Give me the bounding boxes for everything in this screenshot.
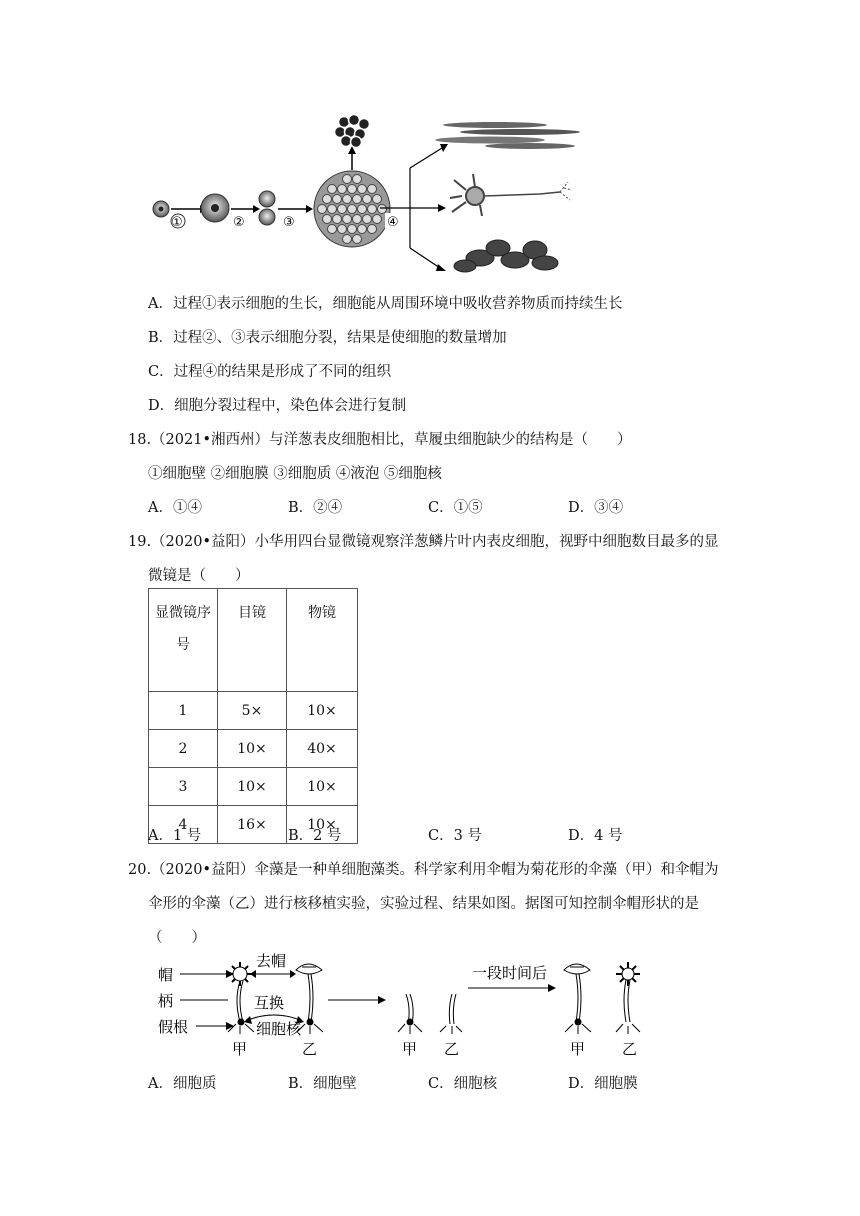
q19-option-a[interactable]: A．1 号 [148, 828, 202, 844]
q17-option-c[interactable]: C．过程④的结果是形成了不同的组织 [148, 364, 392, 380]
q19-stem-line2: 微镜是（ ） [148, 568, 250, 584]
step-4-label: ④ [387, 215, 399, 230]
q19-option-c[interactable]: C．3 号 [428, 828, 482, 844]
q20-stem-line1: 20.（2020•益阳）伞藻是一种单细胞藻类。科学家利用伞帽为菊花形的伞藻（甲）和伞帽为 [128, 862, 719, 878]
table-row [149, 692, 358, 730]
acetabularia-figure [156, 950, 676, 1058]
table-header-cell: 物镜 [287, 589, 358, 692]
jia-stalk-icon [398, 994, 422, 1034]
q17-option-a[interactable]: A．过程①表示细胞的生长，细胞能从周围环境中吸收营养物质而持续生长 [148, 296, 623, 312]
table-cell: 10× [218, 730, 287, 768]
label-jia: 甲 [232, 1040, 248, 1058]
label-jia-2: 甲 [402, 1040, 418, 1058]
table-cell: 10× [218, 768, 287, 806]
step-1-label: ① [171, 215, 183, 230]
label-rhizoid: 假根 [158, 1018, 189, 1036]
q20-stem-line3: （ ） [148, 930, 206, 946]
result-jia-icon [564, 964, 591, 1034]
table-cell: 16× [218, 806, 287, 844]
table-cell: 1 [149, 692, 218, 730]
cell-cluster-top [335, 115, 370, 148]
q20-option-d[interactable]: D．细胞膜 [568, 1076, 638, 1092]
q20-option-b[interactable]: B．细胞壁 [288, 1076, 357, 1092]
label-yi-2: 乙 [444, 1040, 460, 1058]
muscle-tissue-icon [435, 122, 580, 149]
q18-stem: 18.（2021•湘西州）与洋葱表皮细胞相比，草履虫细胞缺少的结构是（ ） [128, 432, 632, 448]
q17-option-b[interactable]: B．过程②、③表示细胞分裂，结果是使细胞的数量增加 [148, 330, 507, 346]
q17-option-d[interactable]: D．细胞分裂过程中，染色体会进行复制 [148, 398, 407, 414]
q19-stem-line1: 19.（2020•益阳）小华用四台显微镜观察洋葱鳞片叶内表皮细胞，视野中细胞数目最多的显 [128, 534, 719, 550]
cell-development-figure [140, 108, 600, 278]
yi-stalk-icon [440, 994, 462, 1034]
label-swap: 互换 [254, 994, 285, 1012]
q18-option-b[interactable]: B．②④ [288, 500, 343, 516]
label-remove-cap: 去帽 [256, 952, 287, 970]
cell-mass [314, 171, 390, 247]
neuron-icon [450, 174, 572, 216]
table-cell: 10× [287, 768, 358, 806]
q19-option-d[interactable]: D．4 号 [568, 828, 623, 844]
label-cap: 帽 [158, 966, 174, 984]
divided-cell-bottom [259, 209, 275, 225]
table-row [149, 730, 358, 768]
table-header-cell: 目镜 [218, 589, 287, 692]
microscope-table [148, 588, 358, 844]
label-nucleus: 细胞核 [256, 1020, 302, 1038]
table-cell: 10× [287, 692, 358, 730]
table-cell: 2 [149, 730, 218, 768]
step-2-label: ② [233, 215, 245, 230]
table-cell: 3 [149, 768, 218, 806]
q18-option-a[interactable]: A．①④ [148, 500, 202, 516]
table-header-cell: 显微镜序号 [149, 589, 218, 692]
q20-stem-line2: 伞形的伞藻（乙）进行核移植实验，实验过程、结果如图。据图可知控制伞帽形状的是 [148, 896, 699, 912]
table-cell: 10× [287, 806, 358, 844]
table-cell: 4 [149, 806, 218, 844]
table-row [149, 768, 358, 806]
label-after-time: 一段时间后 [472, 964, 548, 982]
q19-option-b[interactable]: B．2 号 [288, 828, 342, 844]
q18-items: ①细胞壁 ②细胞膜 ③细胞质 ④液泡 ⑤细胞核 [148, 466, 442, 482]
step-3-label: ③ [283, 215, 295, 230]
blood-cells-icon [454, 240, 558, 272]
q18-option-d[interactable]: D．③④ [568, 500, 624, 516]
table-cell: 40× [287, 730, 358, 768]
result-yi-icon [616, 962, 640, 1034]
label-stalk: 柄 [158, 992, 174, 1010]
divided-cell-top [259, 191, 275, 207]
label-yi-3: 乙 [622, 1040, 638, 1058]
table-cell: 5× [218, 692, 287, 730]
q20-option-a[interactable]: A．细胞质 [148, 1076, 217, 1092]
label-jia-3: 甲 [570, 1040, 586, 1058]
label-yi: 乙 [302, 1040, 318, 1058]
q18-option-c[interactable]: C．①⑤ [428, 500, 483, 516]
q20-option-c[interactable]: C．细胞核 [428, 1076, 498, 1092]
